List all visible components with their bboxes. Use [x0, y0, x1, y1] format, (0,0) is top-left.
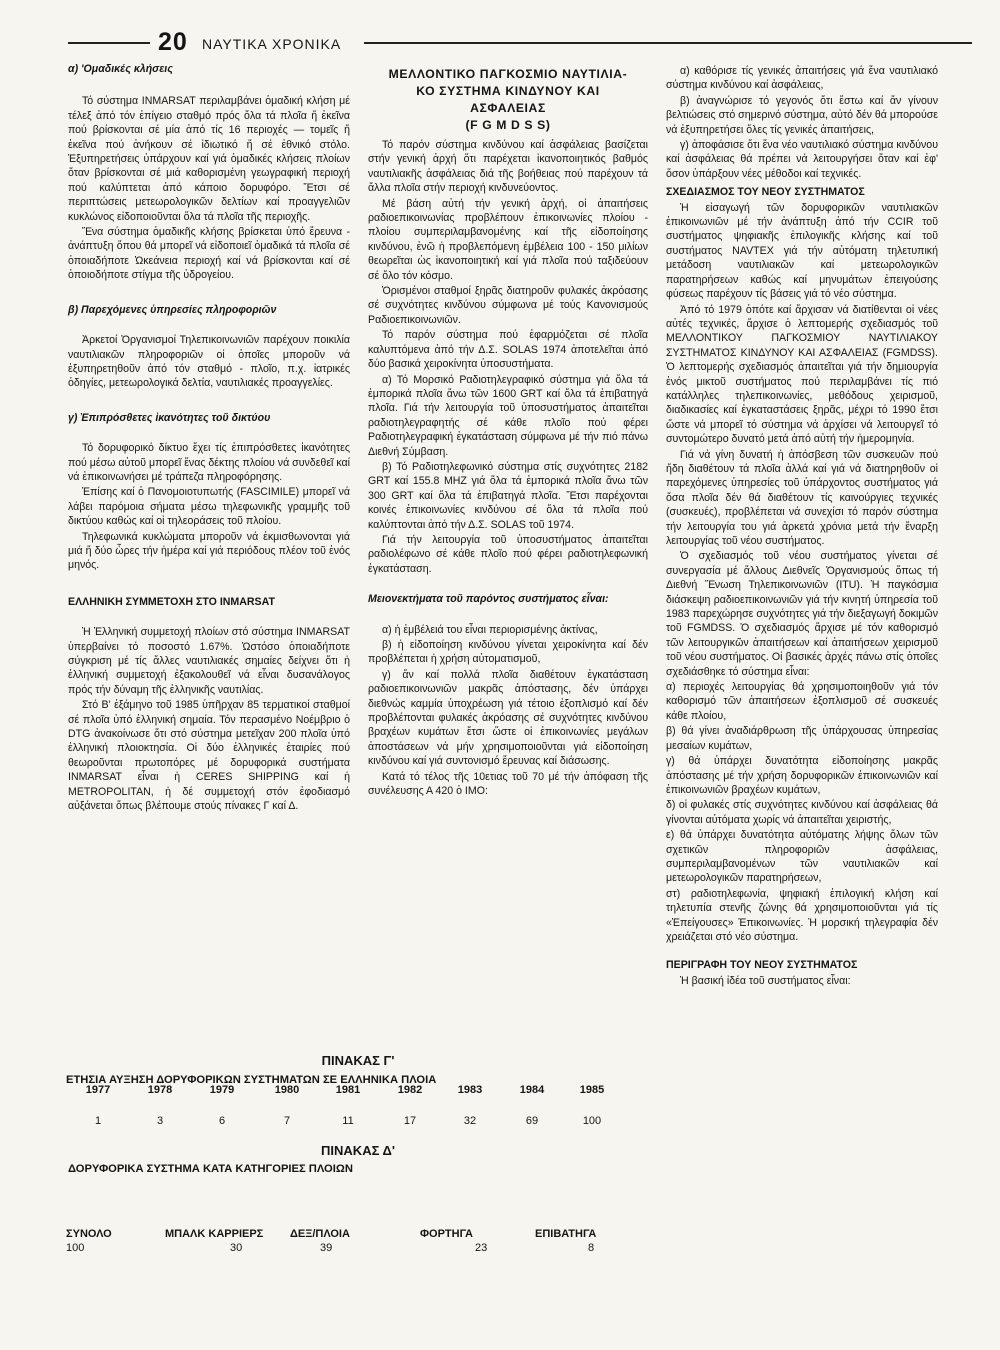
header-rule-left: [68, 42, 150, 44]
article-title-line: ΚΟ ΣΥΣΤΗΜΑ ΚΙΝΔΥΝΟΥ ΚΑΙ: [416, 84, 600, 98]
table-g-year: 1978: [147, 1084, 173, 1096]
table-g-year: 1980: [274, 1084, 300, 1096]
list-item: β) ἡ εἰδοποίηση κινδύνου γίνεται χειροκίνητα καί δέν προβλέπεται ἡ χρήση αὐτοματισμοῦ,: [368, 639, 648, 666]
table-g-year: 1983: [457, 1084, 483, 1096]
column-1: [68, 62, 350, 814]
table-g-year: 1977: [85, 1084, 111, 1096]
page-header: [68, 28, 972, 58]
table-g-value: 11: [342, 1115, 354, 1127]
paragraph: α) Τό Μορσικό Ραδιοτηλεγραφικό σύστημα γιά ὅλα τά ἐμπορικά πλοῖα ἄνω τῶν 1600 GRT καί ὅλα τά ἐπιβατηγά πλοῖα. Γιά τήν λειτουργία τοῦ ὑποσυστήματος ἀπαιτεῖται ραδιοτηλεγραφητής σέ κάθε πλοῖο πού φέρει Ραδιοτηλεγραφική ἐγκατάσταση σύμφωνα μέ τήν πιό πάνω Διεθνή Σύμβαση.: [368, 373, 648, 458]
table-g-value: 32: [463, 1115, 477, 1127]
table-g-year: 1979: [209, 1084, 235, 1096]
list-item: α) ἡ ἐμβέλειά του εἶναι περιορισμένης ἀκτίνας,: [382, 623, 598, 636]
table-g-value: 1: [94, 1115, 102, 1127]
table-d-header: ΔΕΞ/ΠΛΟΙΑ: [290, 1228, 350, 1240]
table-g-title: ΠΙΝΑΚΑΣ Γ': [321, 1053, 395, 1068]
paragraph: Ἡ Ἑλληνική συμμετοχή πλοίων στό σύστημα INMARSAT ὑπερβαίνει τό ποσοστό 1.67%. Ὡστόσο ὁποιαδήποτε σύγκριση μέ τίς ἄλλες ναυτιλιακές σημαίες δείχνει ὅτι ἡ ἑλληνική συμμετοχή ἐξακολουθεῖ νά εἶναι δυσανάλογος πρός τήν δύναμη τῆς ἑλληνικῆς ναυτιλίας.: [68, 626, 350, 696]
article-title-line: (F G M D S S): [465, 118, 551, 132]
paragraph: β) Τό Ραδιοτηλεφωνικό σύστημα στίς συχνότητες 2182 GRT καί 155.8 MHZ γιά ὅλα τά ἐμπορικά πλοῖα ἄνω τῶν 300 GRT καί ὅλα τά ἐπιβατηγά πλοῖα. Ἔτσι παρέχονται κοινές ἐπικοινωνίες κινδύνου σέ ὅλα τά πλοῖα πού καλύπτονται ἀπό τήν Δ.Σ. SOLAS τοῦ 1974.: [368, 460, 648, 531]
paragraph: Μέ βάση αὐτή τήν γενική ἀρχή, οἱ ἀπαιτήσεις ραδιοεπικοινωνίας προβλέπουν ἐπικοινωνίες πλοίου - πλοίου συμπεριλαμβανομένης καί τῆς εἰδοποίησης κινδύνου, ἐνῶ ἡ προβλεπόμενη ἐμβέλεια 100 - 150 μιλίων θεωρεῖται ὡς ἱκανοποιητική καί γιά πλοῖα πού ταξιδεύουν σέ ὅλο τόν κόσμο.: [368, 197, 648, 282]
paragraph: Τό δορυφορικό δίκτυο ἔχει τίς ἐπιπρόσθετες ἱκανότητες πού μέσω αὐτοῦ μπορεῖ ἕνας δέκτης πλοίου νά συνδεθεῖ καί νά ἐπικοινωνήσει μέ τράπεζα πληροφόρησης.: [68, 442, 350, 483]
list-item: γ) ἄν καί πολλά πλοῖα διαθέτουν ἐγκατάσταση ραδιοεπικοινωνιῶν μακρᾶς ἀπόστασης, δέν ὑπάρχει διεθνώς καμμία ὑποχρέωση γιά τέτοιο ἐξοπλισμό καί δέν προβλέπονται φυλακές ἀκρόασης σέ συχνότητες κινδύνου βραχέων κυμάτων ἔτσι ὥστε οἱ ἐπικοινωνίες μεγάλων ἀποστάσεων νά μήν χρησιμοποιοῦνται γιά εἰδοποίηση κινδύνου καί γιά συντονισμό ἔρευνας καί διάσωσης.: [368, 668, 648, 768]
table-d-header: ΣΥΝΟΛΟ: [66, 1228, 112, 1240]
paragraph: Γιά τήν λειτουργία τοῦ ὑποσυστήματος ἀπαιτεῖται ραδιολέφωνο σέ κάθε πλοῖο πού φέρει ραδιοτηλεφωνική ἐγκατάσταση.: [368, 533, 648, 575]
table-d-title: ΠΙΝΑΚΑΣ Δ': [321, 1143, 395, 1158]
paragraph: Ὁ σχεδιασμός τοῦ νέου συστήματος γίνεται σέ συνεργασία μέ ἄλλους Διεθνεῖς Ὀργανισμούς ὅπως τή Διεθνή Ἕνωση Τηλεπικοινωνιῶν (ITU). Ἡ παγκόσμια διάσκεψη ραδιοεπικοινωνιῶν γιά τήν κινητή ὑπηρεσία τοῦ 1983 παρεχώρησε συχνότητες γιά τήν διεξαγωγή δοκιμῶν τοῦ FGMDSS. Ὁ σχεδιασμός ἄρχισε μέ τόν καθορισμό τῶν λειτουργικῶν ἀπαιτήσεων καί ἀπαιτήσεων χειρισμοῦ τοῦ νέου συστήματος. Οἱ βασικές ἀρχές πάνω στίς ὁποῖες σχεδιάσθηκε τό σύστημα εἶναι:: [666, 550, 938, 678]
paragraph: Τό παρόν σύστημα πού ἐφαρμόζεται σέ πλοῖα καλυπτόμενα ἀπό τήν Δ.Σ. SOLAS 1974 ἀποτελεῖται ἀπό δύο βασικά χειροκίνητα ὑποσυστήματα.: [368, 329, 648, 371]
table-g-value: 7: [283, 1115, 291, 1127]
article-title: [368, 66, 648, 134]
section-title-b: β) Παρεχόμενες ὑπηρεσίες πληροφοριῶν: [68, 303, 277, 316]
paragraph: Στό Β' ἑξάμηνο τοῦ 1985 ὑπῆρχαν 85 τερματικοί σταθμοί σέ πλοῖα ὑπό ἑλληνική σημαία. Τόν περασμένο Νοέμβριο ὁ DTG ἀνακοίνωσε ὅτι στό σύστημα μετεῖχαν 200 πλοῖα ὑπό ἑλληνική πλοιοκτησία. Οἱ δύο ἑλληνικές ἑταιρίες πού θεωροῦνται πρωτοπόρες μέ δορυφορικά συστήματα INMARSAT εἶναι ἡ CERES SHIPPING καί ἡ METROPOLITAN, ἡ δέ συμμετοχή στόν ἐφοδιασμό αὐξάνεται ὅπως βλέπουμε στούς πίνακες Γ καί Δ.: [68, 699, 350, 813]
list-item: ε) θά ὑπάρχει δυνατότητα αὐτόματης λήψης ὅλων τῶν σχετικῶν πληροφοριῶν ἀσφάλειας, συμπεριλαμβανομένων τῶν ναυτιλιακῶν καί μετεωρολογικῶν παρατηρήσεων,: [666, 829, 938, 885]
table-d-value: 39: [320, 1242, 333, 1254]
table-d-header: ΦΟΡΤΗΓΑ: [420, 1228, 473, 1240]
paragraph: Τό σύστημα INMARSAT περιλαμβάνει ὁμαδική κλήση μέ τέλεξ ἀπό τόν ἐπίγειο σταθμό πρός ὅλα τά πλοῖα ἤ ἐκεῖνα πού βρίσκονται σέ μία ἀπό τίς 16 περιοχές — τομεῖς ἤ ἐκεῖνα πού ἀνήκουν σέ ἰδιωτικό ἤ σέ ἐθνικό στόλο. Ἐξυπηρετήσεις ὑπάρχουν καί γιά ὁμαδικές κλήσεις πλοίων ὅταν βρίσκονται σέ μιά καθορισμένη γεωγραφική περιοχή πού καλύπτεται ἀπό κάποιο δορυφόρο. Ἔτσι σέ περιπτώσεις μετεωρολογικῶν δελτίων καί προαγγελιῶν κυκλώνος εἰδοποιοῦνται ὅλα τά πλοῖα τῆς περιοχῆς.: [68, 95, 350, 223]
table-g-value: 3: [156, 1115, 164, 1127]
table-g-subtitle: ΕΤΗΣΙΑ ΑΥΞΗΣΗ ΔΟΡΥΦΟΡΙΚΩΝ ΣΥΣΤΗΜΑΤΩΝ ΣΕ ΕΛΛΗΝΙΚΑ ΠΛΟΙΑ: [66, 1074, 437, 1086]
list-item: στ) ραδιοτηλεφωνία, ψηφιακή ἐπιλογική κλήση καί τηλετυπία στενῆς ζώνης θά χρησιμοποιοῦνται γιά τίς «Ἐπείγουσες» Ἐπικοινωνίες. Ἡ μορσική τηλεγραφία δέν χρειάζεται στό νέο σύστημα.: [666, 887, 938, 943]
table-g-year: 1984: [519, 1084, 545, 1096]
paragraph: Ἀπό τό 1979 ὁπότε καί ἄρχισαν νά διατίθενται οἱ νέες αὐτές τεχνικές, ἄρχισε ὁ λεπτομερής σχεδιασμός τοῦ ΜΕΛΛΟΝΤΙΚΟΥ ΠΑΓΚΟΣΜΙΟΥ ΝΑΥΤΙΛΙΑΚΟΥ ΣΥΣΤΗΜΑΤΟΣ ΚΙΝΔΥΝΟΥ ΚΑΙ ΑΣΦΑΛΕΙΑΣ (FGMDSS). Ὁ λεπτομερής σχεδιασμός ἀπαιτεῖται γιά τήν δημιουργία ἑνός μικτοῦ συστήματος πού περιλαμβάνει τίς πιό κατάλληλες τηλεπικοινωνίες, μεθόδους χειρισμοῦ, διαδικασίες καί ἐγκαταστάσεις ξηρᾶς, μέχρι τό 1990 ἔτσι ὥστε νά μπορεῖ τό σύστημα νά ἀρχίσει νά λειτουργεῖ τό συντομώτερο δυνατό μετά ἀπό αὐτή τήν ἡμερομηνία.: [666, 303, 938, 446]
article-title-line: ΑΣΦΑΛΕΙΑΣ: [470, 101, 546, 115]
table-d-header: ΜΠΑΛΚ ΚΑΡΡΙΕΡΣ: [165, 1228, 264, 1240]
paragraph: Κατά τό τέλος τῆς 10ετιας τοῦ 70 μέ τήν ἀπόφαση τῆς συνέλευσης Α 420 ὁ IMO:: [368, 770, 648, 798]
paragraph: Ἀρκετοί Ὀργανισμοί Τηλεπικοινωνιῶν παρέχουν ποικιλία ναυτιλιακῶν πληροφοριῶν οἱ ὁποῖες μποροῦν νά ἐξυπηρετηθοῦν ἀπό τόν σταθμό - πλοῖο, π.χ. ἰατρικές ὁδηγίες, μετεωρολογικά δελτία, ναυτιλιακές προαγγελίες.: [68, 334, 350, 390]
paragraph: Ἡ εἰσαγωγή τῶν δορυφορικῶν ναυτιλιακῶν ἐπικοινωνιῶν μέ τήν ἀνάπτυξη ἀπό τήν CCIR τοῦ συστήματος ψηφιακῆς ἐπιλογικῆς κλήσης καί τοῦ συστήματος NAVTEX γιά τήν αὐτόματη τηλετυπική μετάδοση ναυτιλιακῶν καί μετεωρολογικῶν παρατηρήσεων καθώς καί μηνυμάτων ἐπειγούσης φύσεως παρέχουν τίς βάσεις γιά τό νέο σύστημα.: [666, 201, 938, 301]
paragraph: Τηλεφωνικά κυκλώματα μποροῦν νά ἐκμισθωνονται γιά μιά ἤ δύο ὧρες τήν ἡμέρα καί γιά περιόδους πλέον τοῦ ἑνός μηνός.: [68, 530, 350, 572]
paragraph: Τό παρόν σύστημα κινδύνου καί ἀσφάλειας βασίζεται στήν γενική ἀρχή ὅτι παρέχεται ἱκανοποιητικός βαθμός ναυτιλιακῆς ἀσφάλειας διά τῆς βοήθειας πού παρέχουν τά ἄλλα πλοῖα στήν περιοχή κινδυνεύοντος.: [368, 139, 648, 195]
header-rule-right: [364, 42, 972, 44]
paragraph: Γιά νά γίνη δυνατή ἡ ἀπόσβεση τῶν συσκευῶν πού ἤδη διαθέτουν τά πλοῖα ἀλλά καί γιά νά διατηρηθοῦν οἱ παρεχόμενες ὑπηρεσίες τοῦ ὑπάρχοντος συστήματος γιά ὅσα πλοῖα δέν θά διαθέτουν τίς καινούργιες τεχνικές (συσκευές), προβλέπεται νά συνεχίσι τό παρόν σύστημα τήν λειτουργία του γιά ἀρκετά χρόνια μετά τήν ἔναρξη λειτουργίας τοῦ νέου συστήματος.: [666, 448, 938, 547]
paragraph: Ἐπίσης καί ὁ Πανομοιοτυπωτής (FASCIMILE) μπορεῖ νά λάβει παρόμοια σήματα μέσω τηλεφωνικῆς γραμμῆς τοῦ δικτύου καθώς καί οἱ τηλεοράσεις τοῦ πλοίου.: [68, 486, 350, 528]
table-g-value: 6: [218, 1115, 226, 1127]
paragraph: Ἡ βασική ἰδέα τοῦ συστήματος εἶναι:: [680, 974, 851, 987]
table-d-value: 100: [66, 1242, 85, 1254]
table-g-year: 1985: [579, 1084, 605, 1096]
column-2: [368, 66, 648, 799]
list-item: γ) ἀποφάσισε ὅτι ἕνα νέο ναυτιλιακό σύστημα κινδύνου καί ἀσφάλειας θά πρέπει νά λειτουργήσει ὅταν καί ἐφ' ὅσον ὑπάρξουν νέες μέθοδοι καί τεχνικές.: [666, 139, 938, 180]
article-title-line: ΜΕΛΛΟΝΤΙΚΟ ΠΑΓΚΟΣΜΙΟ ΝΑΥΤΙΛΙΑ-: [388, 67, 628, 81]
section-heading-description: ΠΕΡΙΓΡΑΦΗ ΤΟΥ ΝΕΟΥ ΣΥΣΤΗΜΑΤΟΣ: [666, 959, 858, 972]
section-heading-design: ΣΧΕΔΙΑΣΜΟΣ ΤΟΥ ΝΕΟΥ ΣΥΣΤΗΜΑΤΟΣ: [666, 186, 865, 199]
list-item: α) περιοχές λειτουργίας θά χρησιμοποιηθοῦν γιά τόν καθορισμό τῶν ἀπαιτήσεων ἐξοπλισμοῦ σέ συσκευές κάθε πλοίου,: [666, 681, 938, 722]
column-3: [666, 64, 938, 989]
table-d-subtitle: ΔΟΡΥΦΟΡΙΚΑ ΣΥΣΤΗΜΑ ΚΑΤΑ ΚΑΤΗΓΟΡΙΕΣ ΠΛΟΙΩΝ: [68, 1163, 353, 1175]
page-number: 20: [158, 28, 188, 56]
table-d-value: 8: [588, 1242, 595, 1254]
section-title-c: γ) Ἐπιπρόσθετες ἱκανότητες τοῦ δικτύου: [68, 411, 271, 424]
table-g-year: 1981: [335, 1084, 361, 1096]
table-d-header: ΕΠΙΒΑΤΗΓΑ: [535, 1228, 597, 1240]
table-d-value: 30: [230, 1242, 243, 1254]
list-item: γ) θά ὑπάρχει δυνατότητα εἰδοποίησης μακρᾶς ἀπόστασης μέ τήν χρήση δορυφορικῶν ἐπικοινωνιῶν καί ἐπικοινωνιῶν βραχέων κυμάτων,: [666, 755, 938, 796]
table-d-value: 23: [475, 1242, 488, 1254]
list-item: α) καθόρισε τίς γενικές ἀπαιτήσεις γιά ἕνα ναυτιλιακό σύστημα κινδύνου καί ἀσφάλειας,: [666, 65, 938, 92]
publication-title: ΝΑΥΤΙΚΑ ΧΡΟΝΙΚΑ: [202, 36, 342, 52]
paragraph: Ὁρισμένοι σταθμοί ξηρᾶς διατηροῦν φυλακές ἀκρόασης σέ συχνότητες κινδύνου σύμφωνα μέ τούς Κανονισμούς Ραδιοεπικοινωνιῶν.: [368, 285, 648, 326]
table-g-value: 69: [525, 1115, 539, 1127]
section-title-a: α) 'Ομαδικές κλήσεις: [68, 63, 173, 75]
drawbacks-heading: Μειονεκτήματα τοῦ παρόντος συστήματος εἶναι:: [368, 593, 609, 606]
section-heading-greek-participation: ΕΛΛΗΝΙΚΗ ΣΥΜΜΕΤΟΧΗ ΣΤΟ INMARSAT: [68, 595, 275, 608]
list-item: β) θά γίνει ἀναδιάρθρωση τῆς ὑπάρχουσας ὑπηρεσίας μεσαίων κυμάτων,: [666, 725, 938, 752]
list-item: δ) οἱ φυλακές στίς συχνότητες κινδύνου καί ἀσφάλειας θά γίνονται αὐτόματα χωρίς νά ἀπαιτεῖται χειριστής,: [666, 799, 938, 826]
table-g-value: 17: [403, 1115, 417, 1127]
list-item: β) ἀναγνώρισε τό γεγονός ὅτι ἔστω καί ἄν γίνουν βελτιώσεις στό σημερινό σύστημα, αὐτό δέν θά μπορούσε νά ἐξυπηρετήσει ὅλες τίς γενικές ἀπαιτήσεις,: [666, 94, 938, 136]
table-g-value: 100: [582, 1115, 602, 1127]
table-g-year: 1982: [397, 1084, 423, 1096]
paragraph: Ἕνα σύστημα ὁμαδικῆς κλήσης βρίσκεται ὑπό ἔρευνα - ἀνάπτυξη ὅπου θά μπορεῖ νά εἰδοποιεῖ ὁμαδικά τά πλοῖα σέ ὁποιαδήποτε Ὠκεάνεια περιοχή καί νά βρίσκονται καί σέ ὁποιοδήποτε στίγμα τῆς ὑδρογείου.: [68, 226, 350, 282]
